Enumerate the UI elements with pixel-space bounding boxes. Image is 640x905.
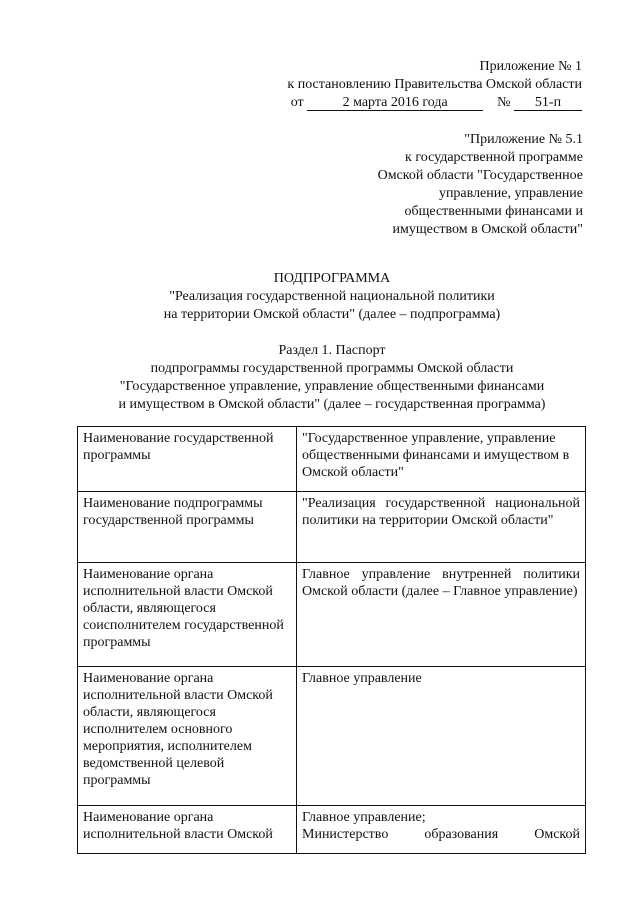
row-value: Главное управление [297,667,586,806]
row-value [297,806,586,854]
number-prefix: № [497,95,511,110]
table-row [78,806,586,854]
quoted-appendix-line: Омской области "Государственное [377,168,583,183]
quoted-appendix-line: общественными финансами и [404,204,583,219]
row-label: Наименование органа исполнительной власти Омской области, являющегося исполнителем основного мероприятия, исполнителем ведомственной целевой программы [78,667,297,806]
row-label: Наименование подпрограммы государственной программы [78,492,297,563]
table-row [78,563,586,667]
section-heading: Раздел 1. Паспорт [278,343,386,358]
section-line: "Государственное управление, управление общественными финансами [119,379,545,394]
section-line: и имуществом в Омской области" (далее – государственная программа) [118,397,546,412]
row-label: Наименование органа исполнительной власти Омской области, являющегося соисполнителем государственной программы [78,563,297,667]
quoted-appendix-line: "Приложение № 5.1 [464,132,583,147]
row-label: Наименование государственной программы [78,427,297,492]
quoted-appendix-line: имуществом в Омской области" [392,222,583,237]
row-label: Наименование органа исполнительной власти Омской [78,806,297,854]
appendix-header [287,58,582,112]
row-value: Главное управление внутренней политики Омской области (далее – Главное управление) [297,563,586,667]
subprogram-title-line: "Реализация государственной национальной политики [169,289,495,304]
table-row [78,427,586,492]
quoted-appendix-line: управление, управление [438,186,583,201]
passport-table [77,426,586,854]
subprogram-title-block [12,270,640,324]
row-value-line: Главное управление; [302,810,426,825]
number-value: 51-п [514,95,582,111]
quoted-appendix [378,131,583,239]
date-prefix: от [290,95,304,110]
table-row [78,492,586,563]
section-line: подпрограммы государственной программы Омской области [150,361,514,376]
quoted-appendix-line: к государственной программе [405,150,583,165]
subprogram-title-line: на территории Омской области" (далее – подпрограмма) [163,307,501,322]
date-value: 2 марта 2016 года [307,95,483,111]
appendix-date-line [287,94,582,112]
subprogram-heading: ПОДПРОГРАММА [273,271,391,286]
row-value: "Государственное управление, управление общественными финансами и имуществом в Омской области" [297,427,586,492]
row-value: "Реализация государственной национальной политики на территории Омской области" [297,492,586,563]
row-value-line: Министерство образования Омской [302,827,580,842]
section-heading-block [12,342,640,414]
appendix-resolution-line: к постановлению Правительства Омской области [287,77,582,92]
appendix-number: Приложение № 1 [479,59,582,74]
table-row [78,667,586,806]
